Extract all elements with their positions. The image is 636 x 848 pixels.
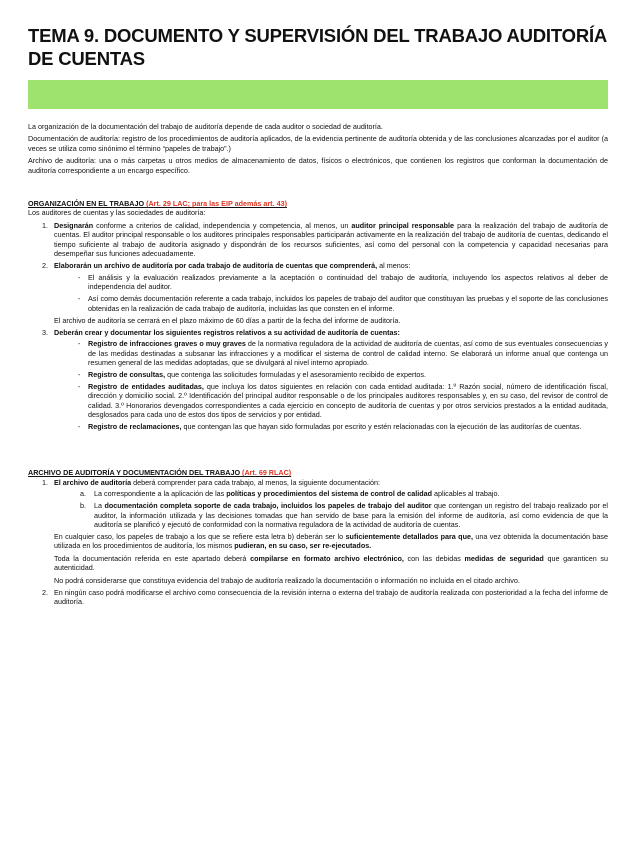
archive-deadline: El archivo de auditoría se cerrará en el plazo máximo de 60 días a partir de la fecha del informe de auditoría. — [54, 315, 401, 325]
paragraph: Toda la documentación referida en este apartado deberá compilarse en formato archivo electrónico, con las debidas medidas de seguridad que garanticen su autenticidad. — [54, 553, 608, 573]
documentation-list — [54, 489, 608, 529]
list-item: - Así como demás documentación referente a cada trabajo, incluidos los papeles de trabajo del auditor que constituyan las pruebas y el soporte de las conclusiones obtenidas en la realización de cada trabajo de auditoría, incluidas las que consten en el informe. — [78, 294, 608, 313]
intro — [28, 122, 608, 175]
list-item: 3. Deberán crear y documentar los siguientes registros relativos a su actividad de auditoría de cuentas: - Registro de infracciones graves o muy graves de la normativa reguladora de la actividad de auditoría de cuentas, así como de sus eventuales consecuencias y de las medidas destinadas a subsanar las infracciones y a modificar el sistema de control de calidad interno. Se elaborará un informe anual que contenga un resumen general de las medidas adoptadas, que se divulgará al nivel interno apropiado. - Registro de consultas, que contenga las solicitudes formuladas y el asesoramiento recibido de expertos. - Registro de entidades auditadas, que incluya los datos siguientes en relación con cada entidad auditada: 1.º Razón social, número de identificación fiscal, dirección y domicilio social. 2.º Identificación del principal auditor responsable o de los principales auditores responsables y, en su caso, del revisor de control de calidad. 3.º Honorarios devengados correspondientes a cada ejercicio en concepto de auditoría de cuentas y por otros servicios prestados a la entidad auditada, desglosados para cada uno de estos dos tipos de servicios y por entidad. - Registro de reclamaciones, que contengan las que hayan sido formuladas por escrito y estén relacionadas con la ejecución de las auditorías de cuentas. — [50, 328, 608, 432]
paragraph: No podrá considerarse que constituya evidencia del trabajo de auditoría realizado la documentación o información no incluida en el citado archivo. — [54, 575, 520, 585]
page-title: TEMA 9. DOCUMENTO Y SUPERVISIÓN DEL TRABAJO AUDITORÍA DE CUENTAS — [28, 25, 607, 69]
list-item: - Registro de infracciones graves o muy graves de la normativa reguladora de la actividad de auditoría de cuentas, así como de sus eventuales consecuencias y de las medidas destinadas a subsanar las infracciones y a modificar el sistema de control de calidad interno. Se elaborará un informe anual que contenga un resumen general de las medidas adoptadas, que se divulgará al nivel interno apropiado. — [78, 339, 608, 367]
list-item: 1. Designarán conforme a criterios de calidad, independencia y competencia, al menos, un auditor principal responsable para la realización del trabajo de auditoría de cuentas. El auditor principal responsable o los auditores principales responsables participarán activamente en la realización del trabajo de auditoría de cuentas, dedicando el tiempo suficiente al trabajo de auditoría asignado y dispondrán de los recursos suficientes, así como del personal con la competencia y capacidad necesarias para desempeñar sus funciones adecuadamente. — [50, 221, 608, 259]
list-item: 2. En ningún caso podrá modificarse el archivo como consecuencia de la revisión interna o externa del trabajo de auditoría realizada con posterioridad a la fecha del informe de auditoría. — [50, 588, 608, 607]
document-body — [28, 122, 608, 610]
intro-paragraph: Archivo de auditoría: una o más carpetas u otros medios de almacenamiento de datos, físicos o electrónicos, que contienen los registros que conforman la documentación de auditoría correspondiente a un encargo específico. — [28, 156, 608, 175]
paragraph: En cualquier caso, los papeles de trabajo a los que se refiere esta letra b) deberán ser lo suficientemente detallados para que, una vez obtenida la documentación base utilizada en los procedimientos de auditoría, los mismos pudieran, en su caso, ser re-ejecutados. — [54, 531, 608, 551]
list-item: - Registro de reclamaciones, que contengan las que hayan sido formuladas por escrito y estén relacionadas con la ejecución de las auditorías de cuentas. — [78, 422, 608, 431]
list-item: a. La correspondiente a la aplicación de las políticas y procedimientos del sistema de control de calidad aplicables al trabajo. — [88, 489, 608, 498]
obligations-list — [28, 221, 608, 432]
intro-paragraph: Documentación de auditoría: registro de los procedimientos de auditoría aplicados, de la evidencia pertinente de auditoría obtenida y de las conclusiones alcanzadas por el auditor (a veces se utiliza como sinónimo el término “papeles de trabajo”.) — [28, 134, 608, 153]
legal-reference: (Art. 29 LAC; para las EIP además art. 43) — [146, 199, 287, 209]
list-item: 1. El archivo de auditoría deberá comprender para cada trabajo, al menos, la siguiente documentación: a. La correspondiente a la aplicación de las políticas y procedimientos del sistema de control de calidad aplicables al trabajo. b. La documentación completa soporte de cada trabajo, incluidos los papeles de trabajo del auditor que contengan un registro del trabajo realizado por el auditor, la información utilizada y las decisiones tomadas que han servido de base para la emisión del informe de auditoría, así como evidencia de que la auditoría se planificó y ejecutó de conformidad con la normativa reguladora de la actividad de auditoría de cuentas. En cualquier caso, los papeles de trabajo a los que se refiere esta letra b) deberán ser lo suficientemente detallados para que, una vez obtenida la documentación base utilizada en los procedimientos de auditoría, los mismos pudieran, en su caso, ser re-ejecutados. Toda la documentación referida en este apartado deberá compilarse en formato archivo electrónico, con las debidas medidas de seguridad que garanticen su autenticidad. No podrá considerarse que constituya evidencia del trabajo de auditoría realizado la documentación o información no incluida en el citado archivo. — [50, 478, 608, 585]
list-item: 2. Elaborarán un archivo de auditoría por cada trabajo de auditoría de cuentas que comprenderá, al menos: - El análisis y la evaluación realizados previamente a la aceptación o continuidad del trabajo de auditoría, incluyendo los aspectos relativos al deber de independencia del auditor. - Así como demás documentación referente a cada trabajo, incluidos los papeles de trabajo del auditor que constituyan las pruebas y el soporte de las conclusiones obtenidas en la realización de cada trabajo de auditoría, incluidas las que consten en el informe. El archivo de auditoría se cerrará en el plazo máximo de 60 días a partir de la fecha del informe de auditoría. — [50, 261, 608, 324]
registers-list — [54, 339, 608, 431]
intro-paragraph: La organización de la documentación del trabajo de auditoría depende de cada auditor o sociedad de auditoría. — [28, 122, 383, 131]
list-item: b. La documentación completa soporte de cada trabajo, incluidos los papeles de trabajo del auditor que contengan un registro del trabajo realizado por el auditor, la información utilizada y las decisiones tomadas que han servido de base para la emisión del informe de auditoría, así como evidencia de que la auditoría se planificó y ejecutó de conformidad con la normativa reguladora de la actividad de auditoría de cuentas. — [88, 501, 608, 529]
section-lead: Los auditores de cuentas y las sociedades de auditoría: — [28, 208, 206, 218]
list-item: - El análisis y la evaluación realizados previamente a la aceptación o continuidad del trabajo de auditoría, incluyendo los aspectos relativos al deber de independencia del auditor. — [78, 273, 608, 292]
section-heading-organizacion: ORGANIZACIÓN EN EL TRABAJO (Art. 29 LAC; para las EIP además art. 43) — [28, 199, 287, 209]
section-heading-archivo: ARCHIVO DE AUDITORÍA Y DOCUMENTACIÓN DEL TRABAJO (Art. 69 RLAC) — [28, 468, 292, 478]
archive-list — [28, 478, 608, 607]
highlight-band — [28, 80, 608, 109]
archive-contents — [54, 273, 608, 313]
list-item: - Registro de entidades auditadas, que incluya los datos siguientes en relación con cada entidad auditada: 1.º Razón social, número de identificación fiscal, dirección y domicilio social. 2.º Identificación del principal auditor responsable o de los principales auditores responsables y, en su caso, del revisor de control de calidad. 3.º Honorarios devengados correspondientes a cada ejercicio en concepto de auditoría de cuentas y por otros servicios prestados a la entidad auditada, desglosados para cada uno de estos dos tipos de servicios y por entidad. — [78, 382, 608, 420]
list-item: - Registro de consultas, que contenga las solicitudes formuladas y el asesoramiento recibido de expertos. — [78, 370, 608, 379]
legal-reference: (Art. 69 RLAC) — [242, 468, 292, 478]
